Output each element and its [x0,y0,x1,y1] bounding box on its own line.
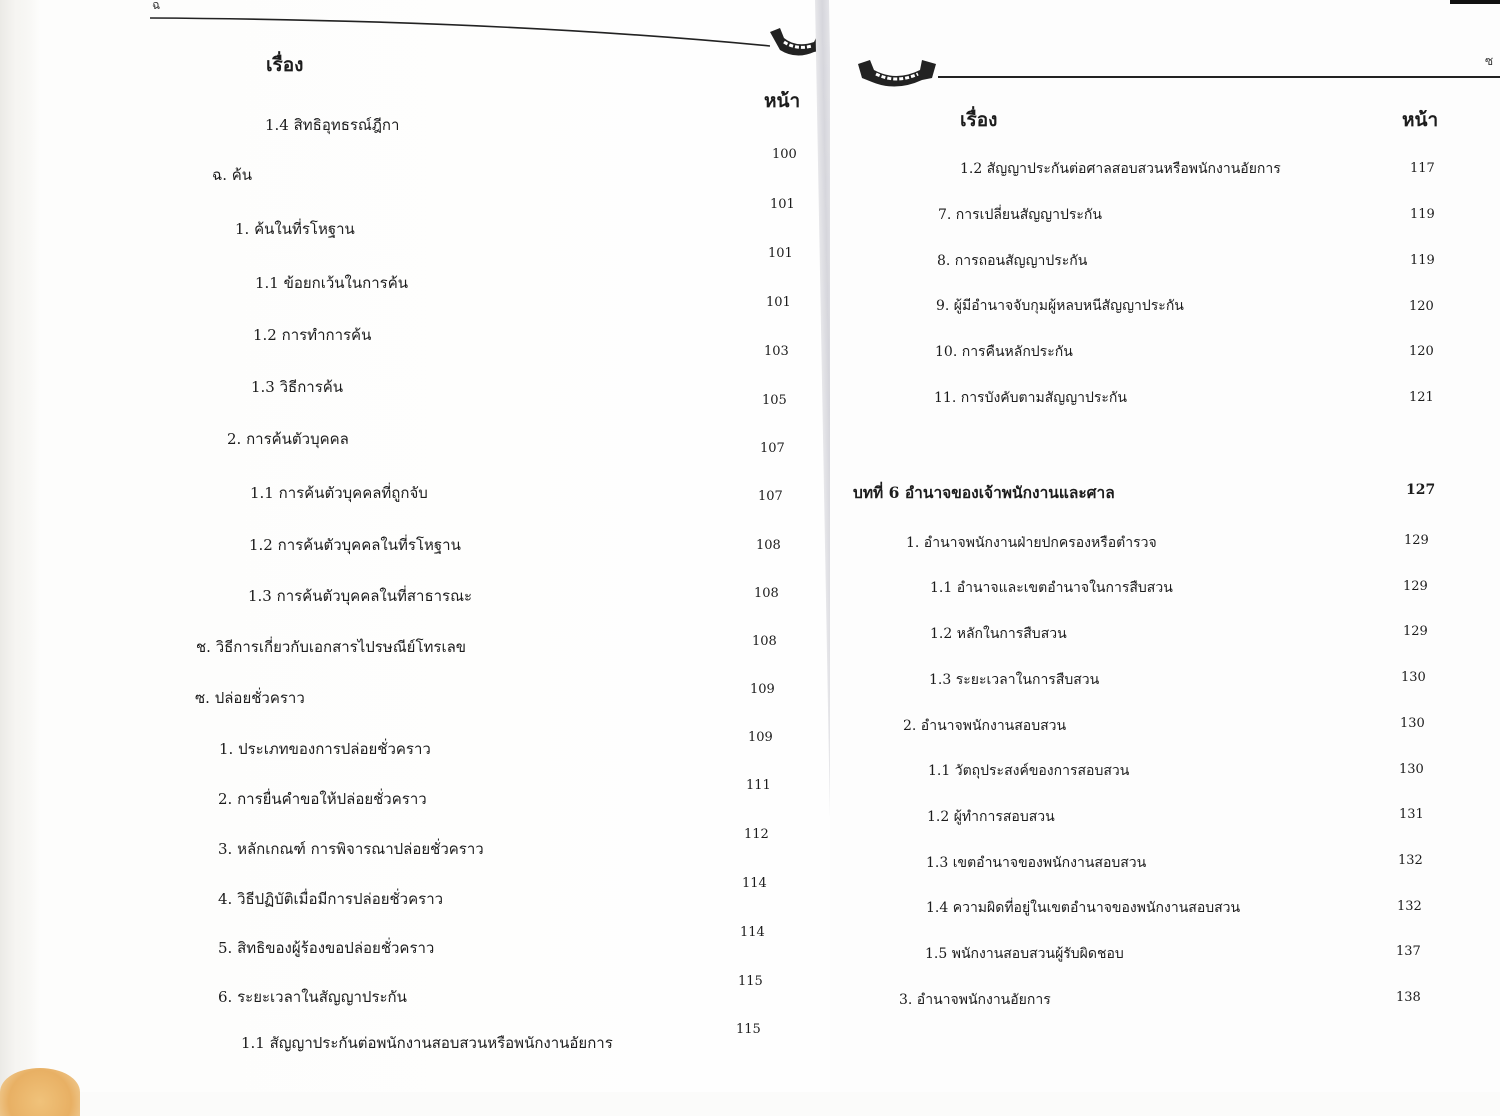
chapter-title: บทที่ 6 อำนาจของเจ้าพนักงานและศาล [853,483,1115,502]
toc-entry: 4. วิธีปฏิบัติเมื่อมีการปล่อยชั่วคราว [218,890,444,908]
toc-page-number: 120 [1409,344,1434,359]
toc-page-number: 129 [1403,579,1428,594]
toc-heading-page: หน้า [1402,109,1439,131]
header-rule [150,16,770,56]
toc-page-number: 101 [766,295,791,310]
toc-page-number: 101 [770,197,795,212]
toc-entry: ฉ. ค้น [212,166,253,184]
toc-entry: 1. อำนาจพนักงานฝ่ายปกครองหรือตำรวจ [906,535,1157,551]
toc-heading-page: หน้า [764,90,801,112]
toc-page-number: 109 [748,730,773,745]
toc-entry: 6. ระยะเวลาในสัญญาประกัน [218,988,407,1006]
toc-page-number: 114 [742,876,767,891]
toc-page-number: 108 [756,538,781,553]
toc-page-number: 117 [1410,161,1435,176]
toc-entry: 1.3 ระยะเวลาในการสืบสวน [929,672,1100,688]
toc-entry: 1.4 ความผิดที่อยู่ในเขตอำนาจของพนักงานสอบสวน [926,900,1241,916]
toc-page-number: 137 [1396,944,1421,959]
dark-edge-mark [1450,0,1500,4]
toc-page-number: 120 [1409,299,1434,314]
toc-entry: 1.2 ผู้ทำการสอบสวน [927,809,1055,825]
toc-page-number: 107 [760,441,785,456]
toc-page-number: 130 [1400,716,1425,731]
toc-entry: 1.1 วัตถุประสงค์ของการสอบสวน [928,763,1130,779]
toc-entry: 3. หลักเกณฑ์ การพิจารณาปล่อยชั่วคราว [218,840,484,858]
toc-page-number: 115 [736,1022,761,1037]
toc-entry: 1. ประเภทของการปล่อยชั่วคราว [219,740,431,758]
toc-page-number: 111 [746,778,771,793]
toc-entry: 1.1 การค้นตัวบุคคลที่ถูกจับ [250,484,428,502]
toc-page-number: 132 [1398,853,1423,868]
page-marker: ฉ [152,0,161,12]
toc-entry: 1.1 สัญญาประกันต่อพนักงานสอบสวนหรือพนักงานอัยการ [241,1034,613,1052]
toc-page-number: 109 [750,682,775,697]
toc-page-number: 132 [1397,899,1422,914]
toc-page-number: 129 [1404,533,1429,548]
scroll-banner-icon [856,56,940,94]
toc-entry: 1.3 การค้นตัวบุคคลในที่สาธารณะ [248,587,473,605]
toc-entry: 1.2 การค้นตัวบุคคลในที่รโหฐาน [249,536,461,554]
toc-page-number: 138 [1396,990,1421,1005]
toc-page-number: 112 [744,827,769,842]
toc-entry: 2. การยื่นคำขอให้ปล่อยชั่วคราว [218,790,427,808]
toc-page-number: 119 [1410,253,1435,268]
toc-entry: 10. การคืนหลักประกัน [935,344,1073,360]
toc-entry: 1.1 ข้อยกเว้นในการค้น [255,274,408,292]
toc-page-number: 115 [738,974,763,989]
toc-page-number: 130 [1401,670,1426,685]
toc-page-number: 127 [1406,482,1436,498]
toc-entry: 11. การบังคับตามสัญญาประกัน [934,390,1127,406]
toc-entry: 1.3 วิธีการค้น [251,378,344,396]
toc-page-number: 119 [1410,207,1435,222]
toc-entry: 1. ค้นในที่รโหฐาน [235,220,355,238]
toc-page-number: 103 [764,344,789,359]
toc-page-number: 107 [758,489,783,504]
toc-heading-topic: เรื่อง [266,54,304,76]
toc-page-number: 129 [1403,624,1428,639]
toc-page-number: 114 [740,925,765,940]
toc-page-number: 130 [1399,762,1424,777]
right-page [830,0,1500,1092]
toc-entry: 1.2 การทำการค้น [253,326,372,344]
page-marker: ซ [1485,54,1494,68]
toc-page-number: 108 [752,634,777,649]
toc-page-number: 131 [1399,807,1424,822]
toc-entry: 1.2 สัญญาประกันต่อศาลสอบสวนหรือพนักงานอัยการ [960,161,1281,177]
header-rule [938,76,1500,78]
toc-page-number: 100 [772,147,797,162]
toc-entry: 1.5 พนักงานสอบสวนผู้รับผิดชอบ [925,946,1124,962]
toc-entry: 3. อำนาจพนักงานอัยการ [899,992,1051,1008]
toc-entry: 2. การค้นตัวบุคคล [227,430,349,448]
toc-page-number: 101 [768,246,793,261]
toc-entry: 2. อำนาจพนักงานสอบสวน [903,718,1067,734]
toc-entry: ช. วิธีการเกี่ยวกับเอกสารไปรษณีย์โทรเลข [196,638,467,656]
toc-entry: 1.3 เขตอำนาจของพนักงานสอบสวน [926,855,1147,871]
toc-entry: 1.2 หลักในการสืบสวน [930,626,1067,642]
toc-page-number: 108 [754,586,779,601]
page-edge-shadow [0,0,40,1092]
toc-entry: 8. การถอนสัญญาประกัน [937,253,1088,269]
toc-heading-topic: เรื่อง [960,109,998,131]
toc-entry: 7. การเปลี่ยนสัญญาประกัน [938,207,1102,223]
toc-entry: 9. ผู้มีอำนาจจับกุมผู้หลบหนีสัญญาประกัน [936,298,1184,314]
toc-entry: 1.1 อำนาจและเขตอำนาจในการสืบสวน [930,580,1173,596]
toc-page-number: 121 [1409,390,1434,405]
toc-entry: 1.4 สิทธิอุทธรณ์ฎีกา [265,116,400,134]
toc-entry: 5. สิทธิของผู้ร้องขอปล่อยชั่วคราว [218,939,435,957]
thumb-corner [0,1068,80,1116]
toc-page-number: 105 [762,393,787,408]
toc-entry: ซ. ปล่อยชั่วคราว [195,689,305,707]
